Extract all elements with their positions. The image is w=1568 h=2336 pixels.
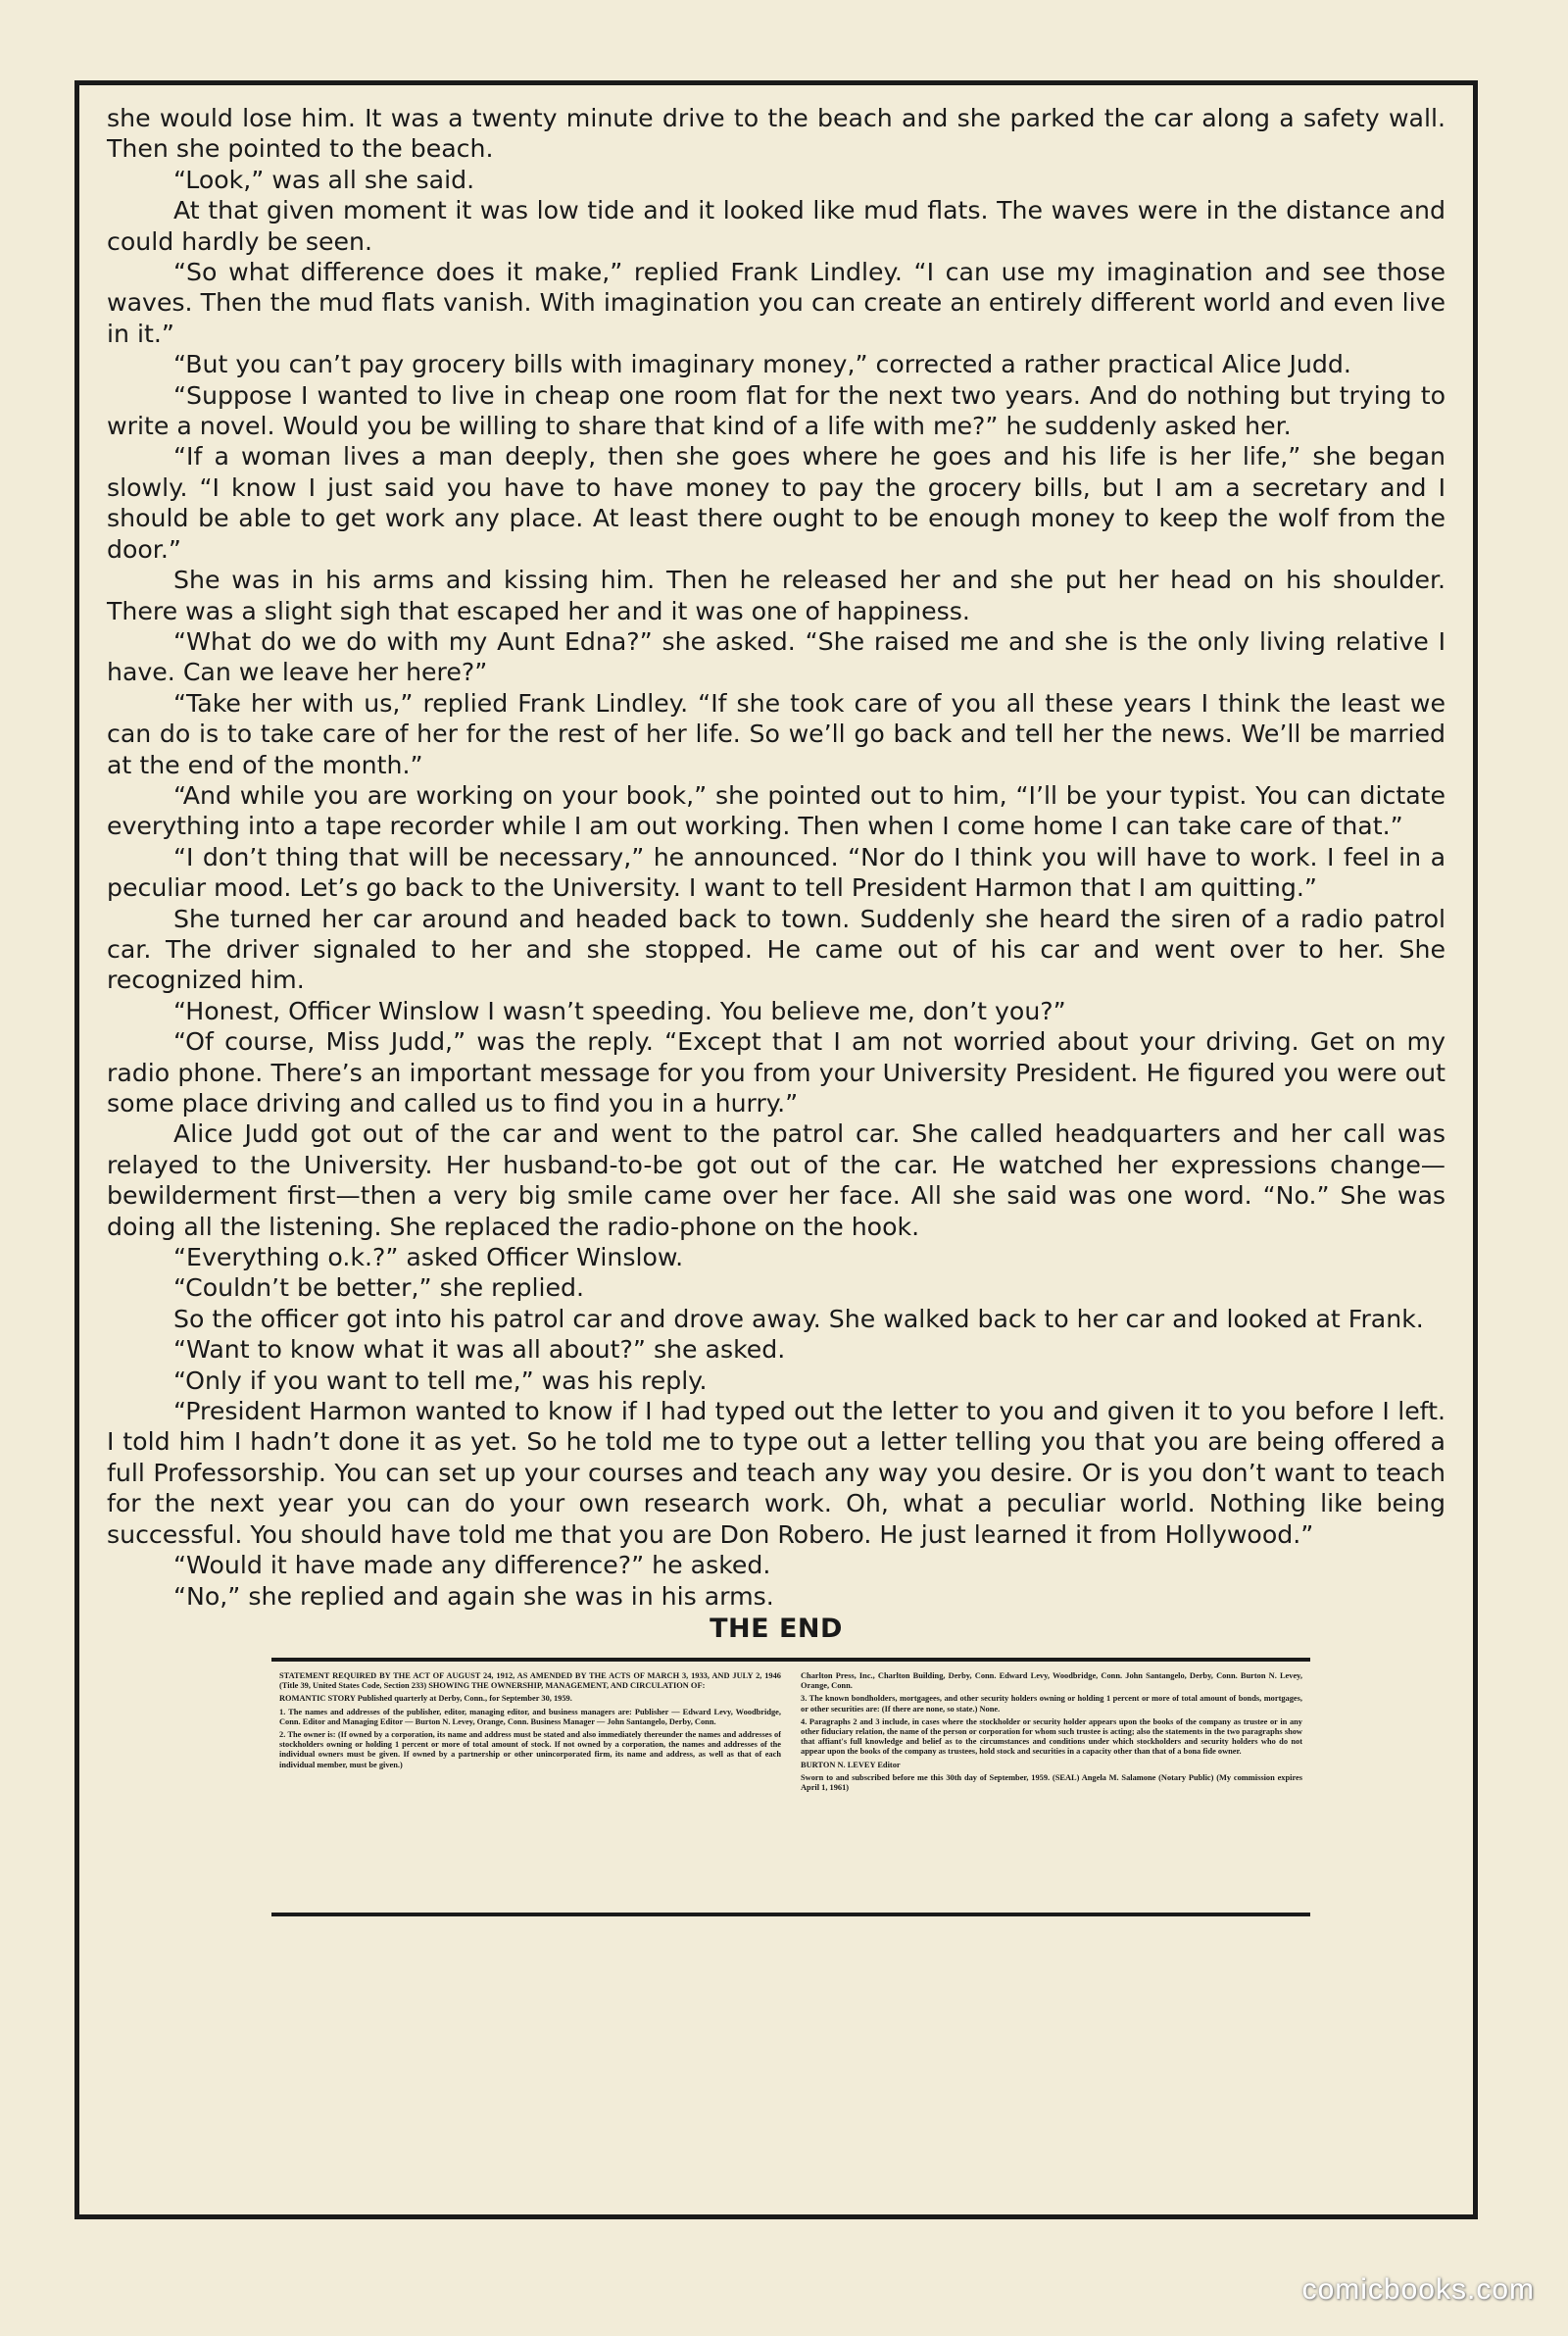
story-paragraph: “Couldn’t be better,” she replied. (173, 1273, 584, 1303)
story-paragraph: “And while you are working on your book,” she pointed out to him, “I’ll be your typist. You can dictate everything into a tape recorder while I am out working. Then when I come home I can take care of that.” (107, 780, 1446, 841)
story-paragraph: “Want to know what it was all about?” she asked. (173, 1335, 786, 1365)
story-paragraph: “Honest, Officer Winslow I wasn’t speeding. You believe me, don’t you?” (173, 996, 1066, 1025)
statement-paragraph: 1. The names and addresses of the publisher, editor, managing editor, and business managers are: Publisher — Edward Levy, Woodbridge, Conn. Editor and Managing Editor — Burton N. Levey, Orange, Conn. Business Manager — John Santangelo, Derby, Conn. (279, 1707, 781, 1726)
story-paragraph: So the officer got into his patrol car and drove away. She walked back to her car and looked at Frank. (173, 1304, 1424, 1333)
story-paragraph: she would lose him. It was a twenty minute drive to the beach and she parked the car along a safety wall. Then she pointed to the beach. (107, 104, 1446, 164)
story-paragraph: “Would it have made any difference?” he asked. (173, 1551, 771, 1580)
story-paragraph: “So what difference does it make,” replied Frank Lindley. “I can use my imagination and see those waves. Then the mud flats vanish. With imagination you can create an entirely different world and even live in it.” (107, 258, 1446, 348)
story-paragraph: “If a woman lives a man deeply, then she goes where he goes and his life is her life,” she began slowly. “I know I just said you have to have money to pay the grocery bills, but I am a secretary and I should be able to get work any place. At least there ought to be enough money to keep the wolf from the door.” (107, 442, 1446, 564)
story-paragraph: “Take her with us,” replied Frank Lindley. “If she took care of you all these years I think the least we can do is to take care of her for the rest of her life. So we’ll go back and tell her the news. We’ll be married at the end of the month.” (107, 688, 1446, 779)
statement-paragraph: BURTON N. LEVEY Editor (801, 1760, 901, 1769)
story-paragraph: “Of course, Miss Judd,” was the reply. “Except that I am not worried about your driving. Get on my radio phone. There’s an important message for you from your University President. He figured you were out some place driving and called us to find you in a hurry.” (107, 1027, 1446, 1118)
story-paragraph: “President Harmon wanted to know if I had typed out the letter to you and given it to you before I left. I told him I hadn’t done it as yet. So he told me to type out a letter telling you that you are being offered a full Professorship. You can set up your courses and teach any way you desire. Or is you don’t want to teach for the next year you can do your own research work. Oh, what a peculiar world. Nothing like being successful. You should have told me that you are Don Robero. He just learned it from Hollywood.” (107, 1397, 1446, 1549)
statement-paragraph: STATEMENT REQUIRED BY THE ACT OF AUGUST 24, 1912, AS AMENDED BY THE ACTS OF MARCH 3, 1933, AND JULY 2, 1946 (Title 39, United States Code, Section 233) SHOWING THE OWNERSHIP, MANAGEMENT, AND CIRCULATION OF: (279, 1670, 781, 1691)
story-paragraph: She turned her car around and headed back to town. Suddenly she heard the siren of a radio patrol car. The driver signaled to her and she stopped. He came out of his car and went over to her. She recognized him. (107, 904, 1446, 995)
story-paragraph: Alice Judd got out of the car and went to the patrol car. She called headquarters and her call was relayed to the University. Her husband-to-be got out of the car. He watched her expressions change—bewilderment first—then a very big smile came over her face. All she said was one word. “No.” She was doing all the listening. She replaced the radio-phone on the hook. (107, 1119, 1446, 1241)
story-paragraph: At that given moment it was low tide and it looked like mud flats. The waves were in the distance and could hardly be seen. (107, 196, 1446, 256)
statement-left-column (279, 1671, 781, 1903)
story-paragraph: “Only if you want to tell me,” was his reply. (173, 1366, 708, 1395)
story-paragraph: “Suppose I wanted to live in cheap one room flat for the next two years. And do nothing but trying to write a novel. Would you be willing to share that kind of a life with me?” he suddenly asked her. (107, 380, 1446, 441)
story-paragraph: “Look,” was all she said. (173, 165, 475, 194)
story-text (107, 103, 1446, 1612)
statement-paragraph: 4. Paragraphs 2 and 3 include, in cases where the stockholder or security holder appears upon the books of the company as trustee or in any other fiduciary relation, the name of the person or corporation for whom such trustee is acting; also the statements in the two paragraphs show that affiant's full knowledge and belief as to the circumstances and conditions under which stockholders and security holders who do not appear upon the books of the company as trustees, hold stock and securities in a capacity other than that of a bona fide owner. (801, 1716, 1302, 1757)
the-end-label: THE END (710, 1613, 843, 1644)
statement-paragraph: Charlton Press, Inc., Charlton Building, Derby, Conn. Edward Levy, Woodbridge, Conn. John Santangelo, Derby, Conn. Burton N. Levey, Orange, Conn. (801, 1670, 1302, 1691)
statement-paragraph: 3. The known bondholders, mortgagees, and other security holders owning or holding 1 percent or more of total amount of bonds, mortgages, or other securities are: (If there are none, so state.) None. (801, 1694, 1302, 1714)
story-paragraph: “No,” she replied and again she was in his arms. (173, 1581, 774, 1611)
statement-paragraph: Sworn to and subscribed before me this 30th day of September, 1959. (SEAL) Angela M. Salamone (Notary Public) (My commission expires April 1, 1961) (801, 1772, 1302, 1792)
story-paragraph: “Everything o.k.?” asked Officer Winslow. (173, 1243, 684, 1272)
statement-paragraph: 2. The owner is: (If owned by a corporation, its name and address must be stated and also immediately thereunder the names and addresses of stockholders owning or holding 1 percent or more of total amount of stock. If not owned by a corporation, the names and addresses of the individual owners must be given. If owned by a partnership or other unincorporated firm, its name and address, as well as that of each individual member, must be given.) (279, 1729, 781, 1769)
watermark: comicbooks.com (1301, 2273, 1535, 2306)
story-paragraph: “But you can’t pay grocery bills with imaginary money,” corrected a rather practical Alice Judd. (173, 350, 1351, 379)
story-paragraph: She was in his arms and kissing him. Then he released her and she put her head on his shoulder. There was a slight sigh that escaped her and it was one of happiness. (107, 566, 1446, 625)
statement-paragraph: ROMANTIC STORY Published quarterly at Derby, Conn., for September 30, 1959. (279, 1694, 572, 1704)
story-paragraph: “What do we do with my Aunt Edna?” she asked. “She raised me and she is the only living relative I have. Can we leave her here?” (107, 626, 1446, 687)
ownership-statement (271, 1658, 1310, 1916)
page-frame (74, 80, 1478, 2219)
story-paragraph: “I don’t thing that will be necessary,” he announced. “Nor do I think you will have to work. I feel in a peculiar mood. Let’s go back to the University. I want to tell President Harmon that I am quitting.” (107, 842, 1446, 903)
statement-right-column (801, 1671, 1302, 1903)
